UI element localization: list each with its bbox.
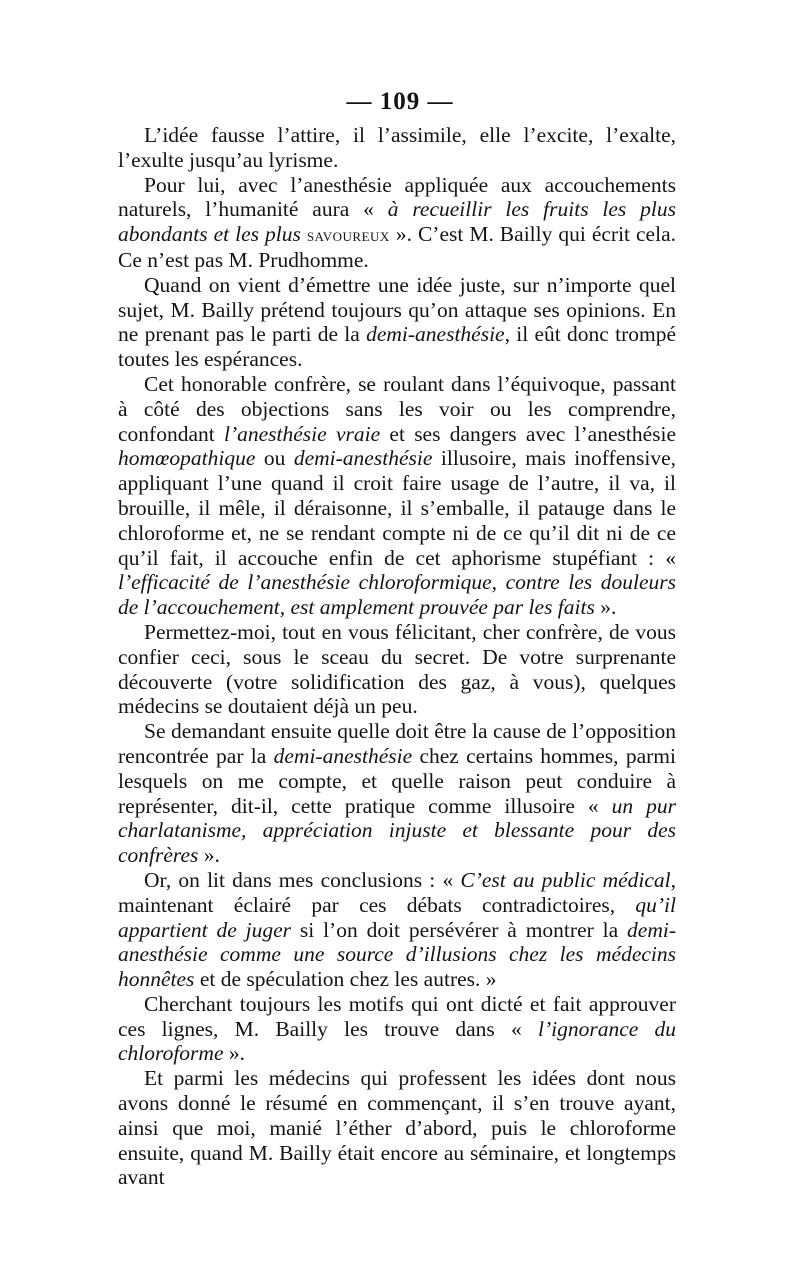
paragraph — [118, 719, 676, 868]
text-run: ». — [223, 1041, 245, 1066]
body-text — [118, 123, 676, 1190]
italic-run: l’anesthésie vraie — [224, 421, 381, 446]
italic-run: à recueillir les fruits les plus abondants et les plus — [118, 197, 676, 247]
text-run: , maintenant éclairé par ces débats contradictoires, — [118, 867, 677, 917]
text-run: ». — [594, 595, 617, 620]
italic-run: qu’il appartient de juger — [118, 892, 676, 942]
italic-run: l’ignorance du chloroforme — [118, 1016, 676, 1066]
page-number: — 109 — — [346, 88, 454, 115]
italic-run: demi-anesthésie — [293, 446, 433, 471]
text-run: chez certains hommes, parmi lesquels on me compte, et quelle raison peut conduire à représenter, dit-il, cette pratique comme illusoire « — [118, 743, 676, 818]
text-run: , il eût donc trompé toutes les espérances. — [118, 322, 676, 372]
text-run: Cherchant toujours les motifs qui ont dicté et fait approuver ces lignes, M. Bailly les trouve dans « — [118, 991, 676, 1041]
paragraph — [118, 123, 676, 173]
italic-run: demi-anesthésie comme une source d’illusions chez les médecins honnêtes — [118, 917, 676, 992]
text-run: Et parmi les médecins qui professent les idées dont nous avons donné le résumé en commençant, il s’en trouve ayant, ainsi que moi, manié l’éther d’abord, puis le chloroforme ensuite, quand M. Bailly était encore au séminaire, et longtemps avant — [118, 1066, 676, 1190]
text-run: si l’on doit persévérer à montrer la — [291, 917, 628, 942]
paragraph — [118, 620, 676, 719]
text-run: Or, on lit dans mes conclusions : « — [144, 867, 461, 892]
small-caps-run: savoureux — [306, 225, 390, 246]
italic-run: C’est au public médical — [460, 867, 671, 892]
italic-run: demi-anesthésie — [366, 322, 505, 347]
italic-run: demi-anesthésie — [273, 743, 413, 768]
text-run: ou — [255, 446, 294, 471]
text-run: et de spéculation chez les autres. » — [194, 967, 497, 992]
italic-run: un pur charlatanisme, appréciation injuste et blessante pour des confrères — [118, 793, 676, 868]
italic-run: l’efficacité de l’anesthésie chloroformique, contre les douleurs de l’accouchement, est amplement prouvée par les faits — [118, 570, 676, 620]
paragraph — [118, 372, 676, 620]
text-run: Quand on vient d’émettre une idée juste, sur n’importe quel sujet, M. Bailly prétend toujours qu’on attaque ses opinions. En ne prenant pas le parti de la — [118, 272, 676, 347]
text-run: Pour lui, avec l’anesthésie appliquée aux accouchements naturels, l’humanité aura « — [118, 172, 676, 222]
paragraph — [118, 992, 676, 1066]
text-run: Se demandant ensuite quelle doit être la cause de l’opposition rencontrée par la — [118, 719, 676, 768]
paragraph — [118, 868, 676, 992]
text-run: L’idée fausse l’attire, il l’assimile, elle l’excite, l’exalte, l’exulte jusqu’au lyrisme. — [118, 123, 676, 172]
text-run: ». C’est M. Bailly qui écrit cela. Ce n’est pas M. Prudhomme. — [118, 222, 676, 272]
italic-run: homœopathique — [118, 446, 256, 471]
paragraph — [118, 173, 676, 273]
text-run: illusoire, mais inoffensive, appliquant l’une quand il croit faire usage de l’autre, il va, il brouille, il mêle, il déraisonne, il s’emballe, il patauge dans le chloroforme et, ne se rendant compte ni de ce qu’il dit ni de ce qu’il fait, il accouche enfin de cet aphorisme stupéfiant : « — [118, 446, 677, 570]
paragraph — [118, 273, 676, 372]
paragraph — [118, 1066, 676, 1190]
text-run: ». — [198, 843, 220, 868]
text-run: Cet honorable confrère, se roulant dans l’équivoque, passant à côté des objections sans les voir ou les comprendre, confondant — [118, 371, 676, 446]
text-run: Permettez-moi, tout en vous félicitant, cher confrère, de vous confier ceci, sous le sceau du secret. De votre surprenante découverte (votre solidification des gaz, à vous), quelques médecins se doutaient déjà un peu. — [118, 619, 676, 719]
text-run: et ses dangers avec l’anesthésie — [380, 421, 676, 446]
